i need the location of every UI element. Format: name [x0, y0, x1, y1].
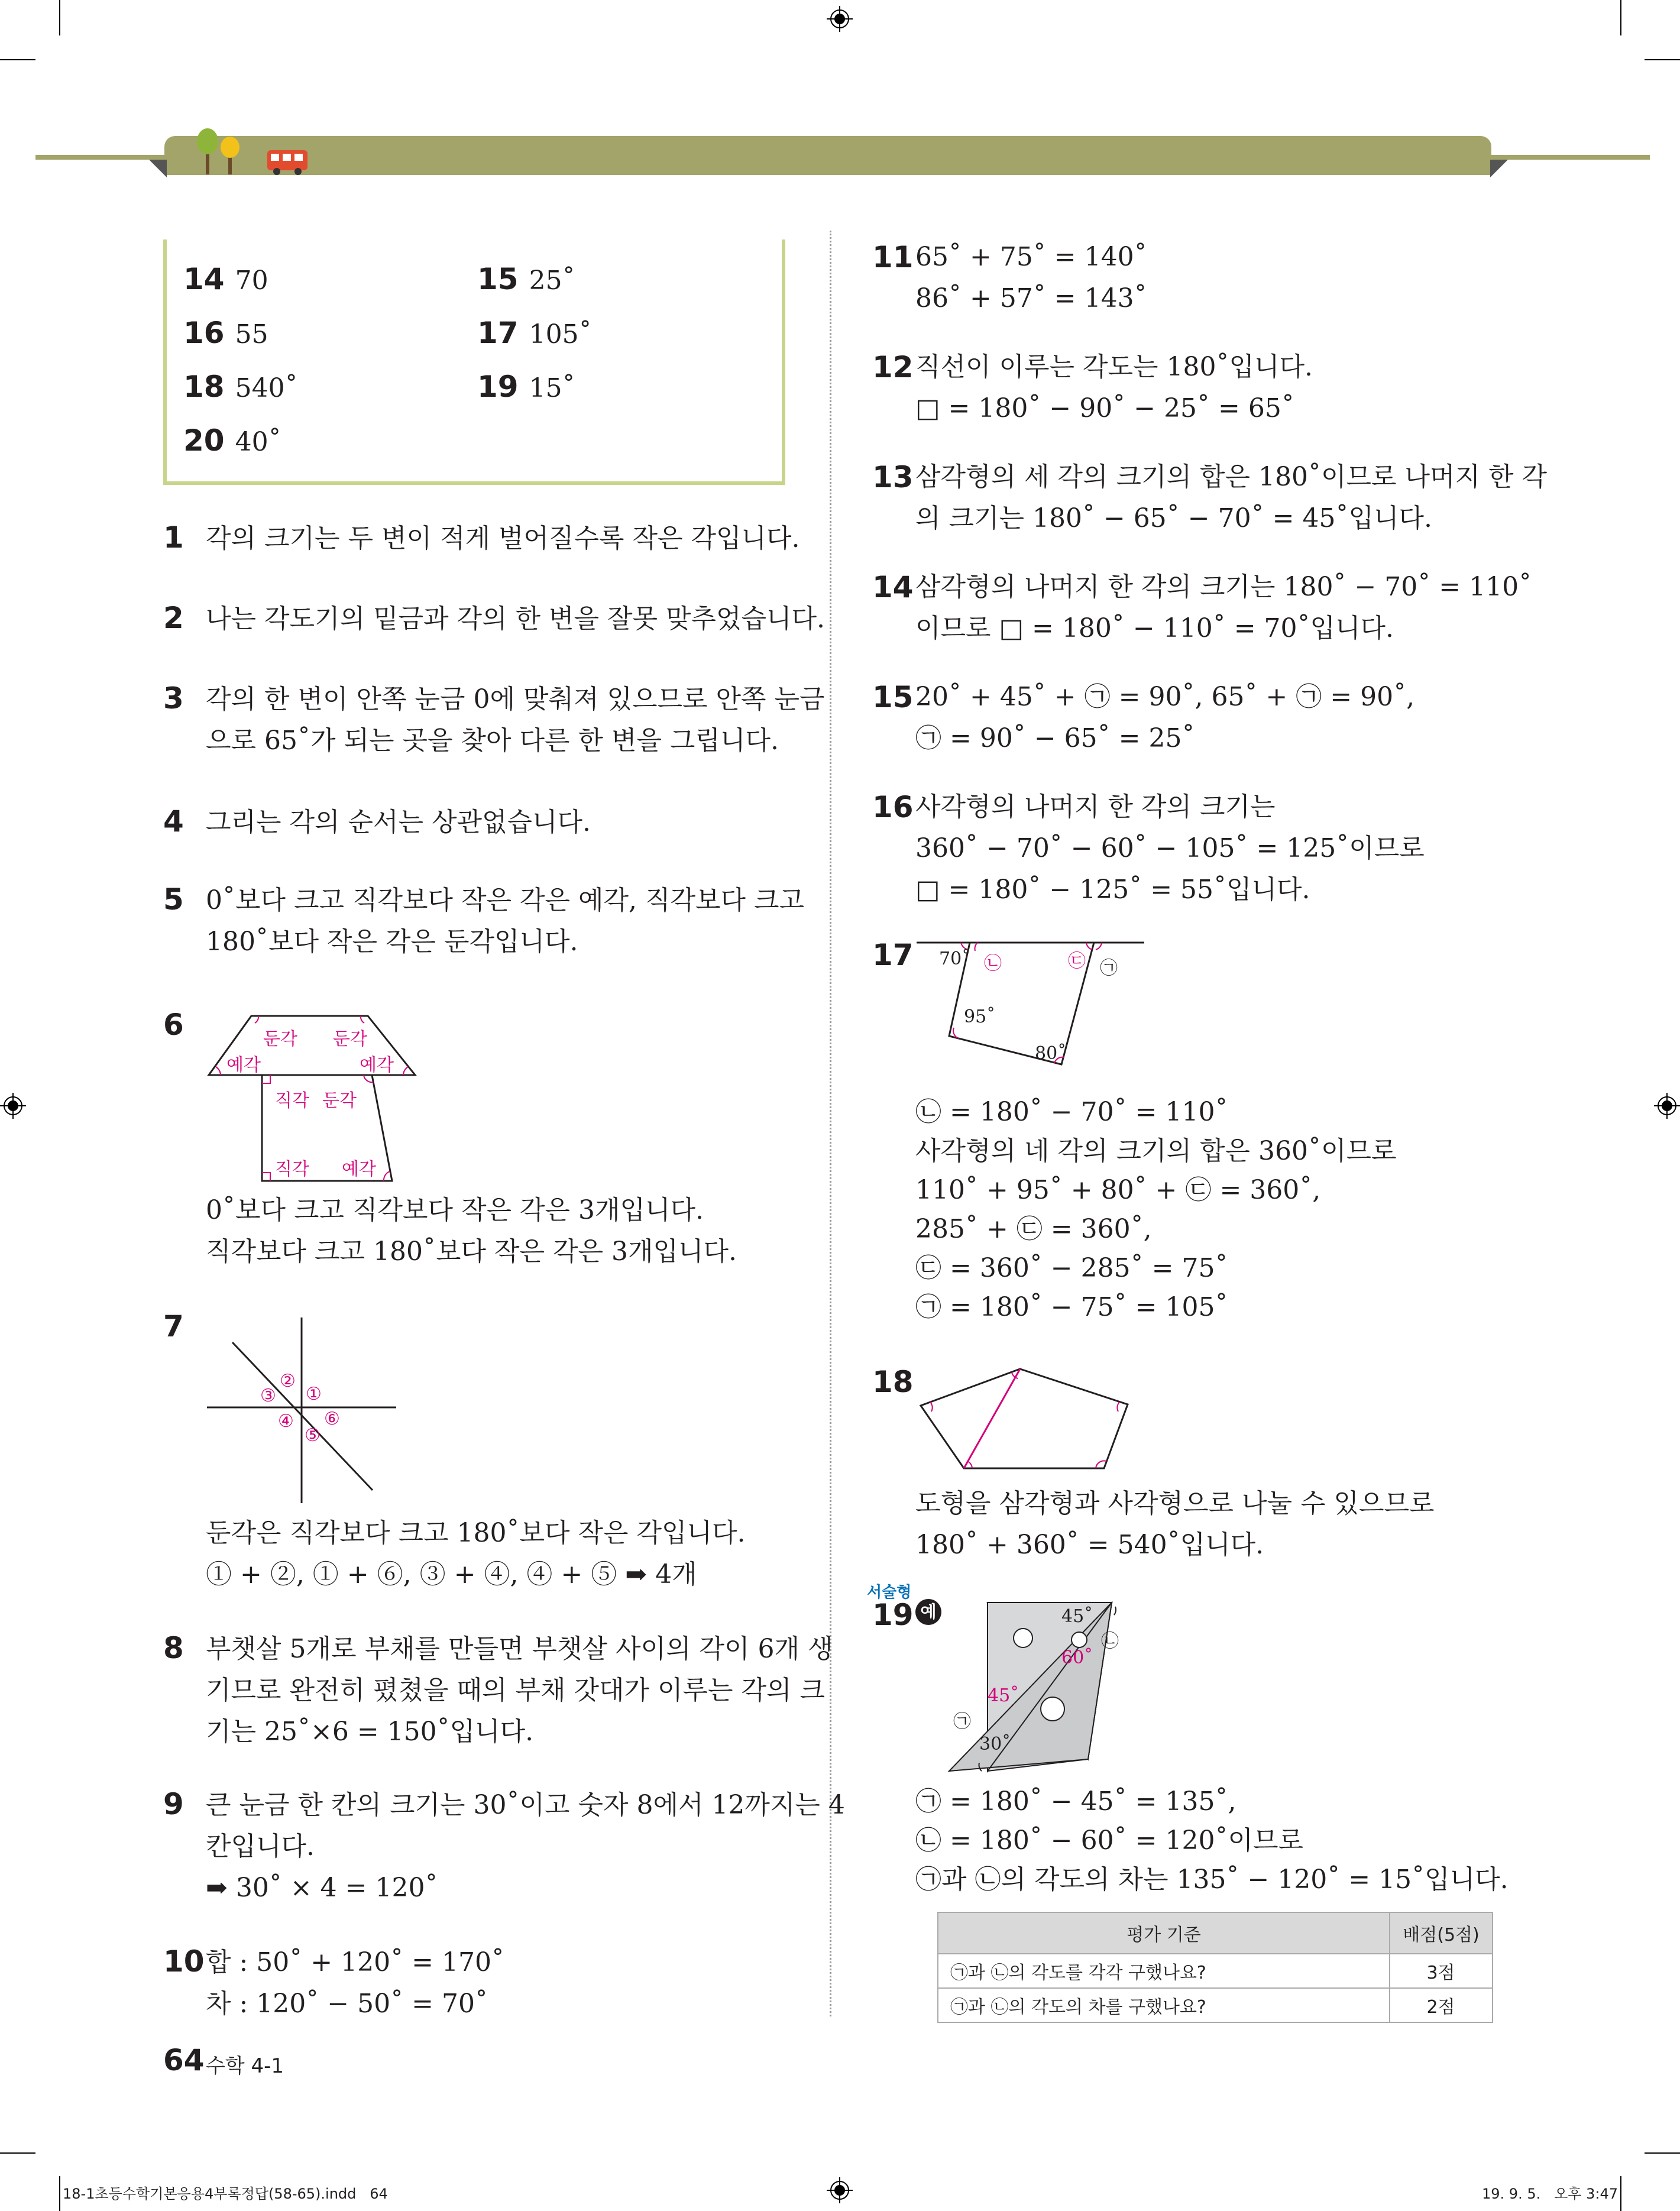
solution-line: 사각형의 네 각의 크기의 합은 360˚이므로	[915, 1136, 1397, 1166]
angle-label: ③	[260, 1385, 276, 1406]
criterion-cell: ㉠과 ㉡의 각도의 차를 구했나요?	[938, 1988, 1390, 2022]
scoring-rubric-table	[937, 1912, 1493, 2023]
score-cell: 3점	[1390, 1954, 1493, 1988]
solution-line: 110˚ + 95˚ + 80˚ + ㉢ = 360˚,	[915, 1175, 1321, 1205]
solution-line: ① + ②, ① + ⑥, ③ + ④, ④ + ⑤ ➡ 4개	[206, 1559, 697, 1590]
angle-label: 70˚	[939, 949, 971, 969]
angle-label: ㉢	[1068, 951, 1086, 972]
solution-line: 큰 눈금 한 칸의 크기는 30˚이고 숫자 8에서 12까지는 4	[206, 1790, 845, 1820]
angle-label: 95˚	[964, 1006, 996, 1027]
problem-number: 4	[163, 804, 184, 839]
angle-label: ㉡	[1101, 1631, 1119, 1652]
problem-number: 9	[163, 1787, 184, 1821]
problem-number: 3	[163, 681, 184, 716]
solution-line: 0˚보다 크고 직각보다 작은 각은 예각, 직각보다 크고	[206, 885, 804, 915]
problem-number: 13	[872, 460, 914, 494]
example-badge: 예	[915, 1599, 941, 1625]
solution-line: 직선이 이루는 각도는 180˚입니다.	[915, 352, 1313, 382]
solution-line: 으로 65˚가 되는 곳을 찾아 다른 한 변을 그립니다.	[206, 726, 779, 756]
angle-label: ④	[278, 1411, 294, 1432]
solution-line: 180˚ + 360˚ = 540˚입니다.	[915, 1530, 1264, 1560]
angle-label: 예각	[342, 1159, 376, 1180]
angle-label: 직각	[275, 1090, 309, 1111]
solution-line: 86˚ + 57˚ = 143˚	[915, 283, 1147, 313]
figure-pentagon	[914, 1363, 1138, 1475]
solution-line: □ = 180˚ − 125˚ = 55˚입니다.	[915, 875, 1310, 905]
answer-number: 14	[183, 262, 225, 296]
answer-number: 20	[183, 423, 225, 458]
solution-line: 20˚ + 45˚ + ㉠ = 90˚, 65˚ + ㉠ = 90˚,	[915, 682, 1415, 712]
angle-label: ②	[280, 1371, 296, 1391]
angle-label: ⑤	[305, 1425, 321, 1446]
criterion-cell: ㉠과 ㉡의 각도를 각각 구했나요?	[938, 1954, 1390, 1988]
problem-number: 8	[163, 1631, 184, 1665]
answer-value: 70	[235, 266, 268, 296]
bus-icon	[266, 148, 309, 176]
print-file-info: 18-1초등수학기본응용4부록정답(58-65).indd 64	[63, 2186, 388, 2202]
solution-line: 각의 크기는 두 변이 적게 벌어질수록 작은 각입니다.	[206, 523, 800, 553]
solution-line: 칸입니다.	[206, 1831, 315, 1862]
figure-house-shape	[204, 1005, 429, 1189]
angle-label: 직각	[275, 1159, 309, 1180]
solution-line: 부챗살 5개로 부채를 만들면 부챗살 사이의 각이 6개 생	[206, 1634, 833, 1664]
angle-label: 80˚	[1035, 1043, 1067, 1064]
header-corner-left	[149, 160, 167, 177]
problem-number: 16	[872, 790, 914, 824]
problem-number: 6	[163, 1008, 184, 1042]
solution-line: 0˚보다 크고 직각보다 작은 각은 3개입니다.	[206, 1195, 704, 1225]
table-row	[938, 1988, 1493, 2022]
solution-line: ㉡ = 180˚ − 60˚ = 120˚이므로	[915, 1825, 1303, 1856]
problem-number: 11	[872, 240, 914, 274]
solution-line: 나는 각도기의 밑금과 각의 한 변을 잘못 맞추었습니다.	[206, 604, 825, 634]
angle-label: 둔각	[263, 1029, 297, 1050]
solution-line: 삼각형의 나머지 한 각의 크기는 180˚ − 70˚ = 110˚	[915, 572, 1532, 602]
table-header-row	[938, 1912, 1493, 1954]
solution-line: 직각보다 크고 180˚보다 작은 각은 3개입니다.	[206, 1236, 737, 1267]
problem-number: 2	[163, 601, 184, 635]
angle-label: 예각	[226, 1055, 261, 1076]
angle-label: 30˚	[979, 1734, 1011, 1754]
solution-line: □ = 180˚ − 90˚ − 25˚ = 65˚	[915, 393, 1294, 423]
angle-label: ㉠	[953, 1711, 971, 1732]
registration-mark-right	[1654, 1093, 1680, 1119]
answer-number: 15	[477, 262, 519, 296]
column-divider	[830, 231, 831, 2016]
solution-line: 삼각형의 세 각의 크기의 합은 180˚이므로 나머지 한 각	[915, 462, 1547, 492]
angle-label: ㉠	[1100, 958, 1118, 979]
solution-line: 도형을 삼각형과 사각형으로 나눌 수 있으므로	[915, 1488, 1435, 1519]
column-header: 평가 기준	[938, 1912, 1390, 1954]
solution-line: ㉡ = 180˚ − 70˚ = 110˚	[915, 1097, 1228, 1127]
answer-value: 15˚	[529, 373, 575, 403]
solution-line: 그리는 각의 순서는 상관없습니다.	[206, 807, 591, 837]
problem-type-tag: 서술형	[867, 1584, 912, 1601]
problem-number: 15	[872, 680, 914, 714]
angle-label: 둔각	[322, 1090, 357, 1111]
tree-icon	[195, 127, 254, 176]
angle-label: 45˚	[1061, 1606, 1093, 1627]
header-corner-right	[1490, 160, 1508, 177]
solution-line: 180˚보다 작은 각은 둔각입니다.	[206, 927, 578, 957]
solution-line: 이므로 □ = 180˚ − 110˚ = 70˚입니다.	[915, 613, 1394, 643]
answer-value: 105˚	[529, 319, 592, 349]
answer-number: 16	[183, 316, 225, 350]
solution-line: ㉠ = 180˚ − 45˚ = 135˚,	[915, 1786, 1236, 1817]
angle-label: ⑥	[324, 1409, 340, 1429]
angle-label: 60˚	[1061, 1647, 1093, 1668]
book-subject: 수학 4-1	[206, 2054, 284, 2078]
solution-line: 둔각은 직각보다 크고 180˚보다 작은 각입니다.	[206, 1518, 746, 1548]
angle-label: ㉡	[984, 953, 1002, 974]
angle-label: 둔각	[333, 1029, 367, 1050]
solution-line: 285˚ + ㉢ = 360˚,	[915, 1214, 1152, 1244]
problem-number: 5	[163, 882, 184, 917]
answer-number: 17	[477, 316, 519, 350]
problem-number: 1	[163, 520, 184, 555]
score-cell: 2점	[1390, 1988, 1493, 2022]
solution-line: 기므로 완전히 폈쳤을 때의 부채 갓대가 이루는 각의 크	[206, 1675, 825, 1705]
problem-number: 19	[872, 1598, 914, 1632]
problem-number: 17	[872, 938, 914, 972]
solution-line: 65˚ + 75˚ = 140˚	[915, 242, 1147, 272]
angle-label: ①	[306, 1384, 322, 1404]
solution-line: ㉠ = 90˚ − 65˚ = 25˚	[915, 723, 1195, 753]
solution-line: ㉠과 ㉡의 각도의 차는 135˚ − 120˚ = 15˚입니다.	[915, 1864, 1509, 1895]
solution-line: 사각형의 나머지 한 각의 크기는	[915, 792, 1276, 822]
problem-number: 10	[163, 1944, 205, 1979]
answer-number: 19	[477, 370, 519, 404]
solution-line: 각의 한 변이 안쪽 눈금 0에 맞춰져 있으므로 안쪽 눈금	[206, 684, 825, 714]
angle-label: 45˚	[988, 1685, 1019, 1706]
solution-line: ㉠ = 180˚ − 75˚ = 105˚	[915, 1292, 1228, 1322]
answer-value: 540˚	[235, 373, 298, 403]
angle-label: 예각	[360, 1055, 394, 1076]
column-header: 배점(5점)	[1390, 1912, 1493, 1954]
problem-number: 7	[163, 1309, 184, 1344]
problem-number: 14	[872, 570, 914, 604]
answer-value: 25˚	[529, 266, 575, 296]
figure-intersecting-lines	[204, 1313, 399, 1508]
registration-mark-top	[827, 6, 853, 32]
solution-line: ➡ 30˚ × 4 = 120˚	[206, 1873, 438, 1903]
registration-mark-left	[0, 1093, 26, 1119]
print-date-info: 19. 9. 5. 오후 3:47	[1482, 2186, 1619, 2202]
solution-line: 의 크기는 180˚ − 65˚ − 70˚ = 45˚입니다.	[915, 503, 1432, 533]
solution-line: 기는 25˚×6 = 150˚입니다.	[206, 1717, 534, 1747]
problem-number: 12	[872, 350, 914, 384]
solution-line: 360˚ − 70˚ − 60˚ − 105˚ = 125˚이므로	[915, 833, 1425, 863]
page-number: 64	[163, 2043, 205, 2077]
solution-line: 합 : 50˚ + 120˚ = 170˚	[206, 1947, 504, 1977]
solution-line: ㉢ = 360˚ − 285˚ = 75˚	[915, 1253, 1228, 1283]
answer-value: 40˚	[235, 427, 281, 457]
header-tab	[164, 136, 1491, 175]
answer-number: 18	[183, 370, 225, 404]
answer-value: 55	[235, 319, 268, 349]
table-row	[938, 1954, 1493, 1988]
registration-mark-bottom	[827, 2177, 853, 2203]
problem-number: 18	[872, 1365, 914, 1399]
solution-line: 차 : 120˚ − 50˚ = 70˚	[206, 1989, 488, 2019]
figure-set-squares	[940, 1594, 1129, 1777]
